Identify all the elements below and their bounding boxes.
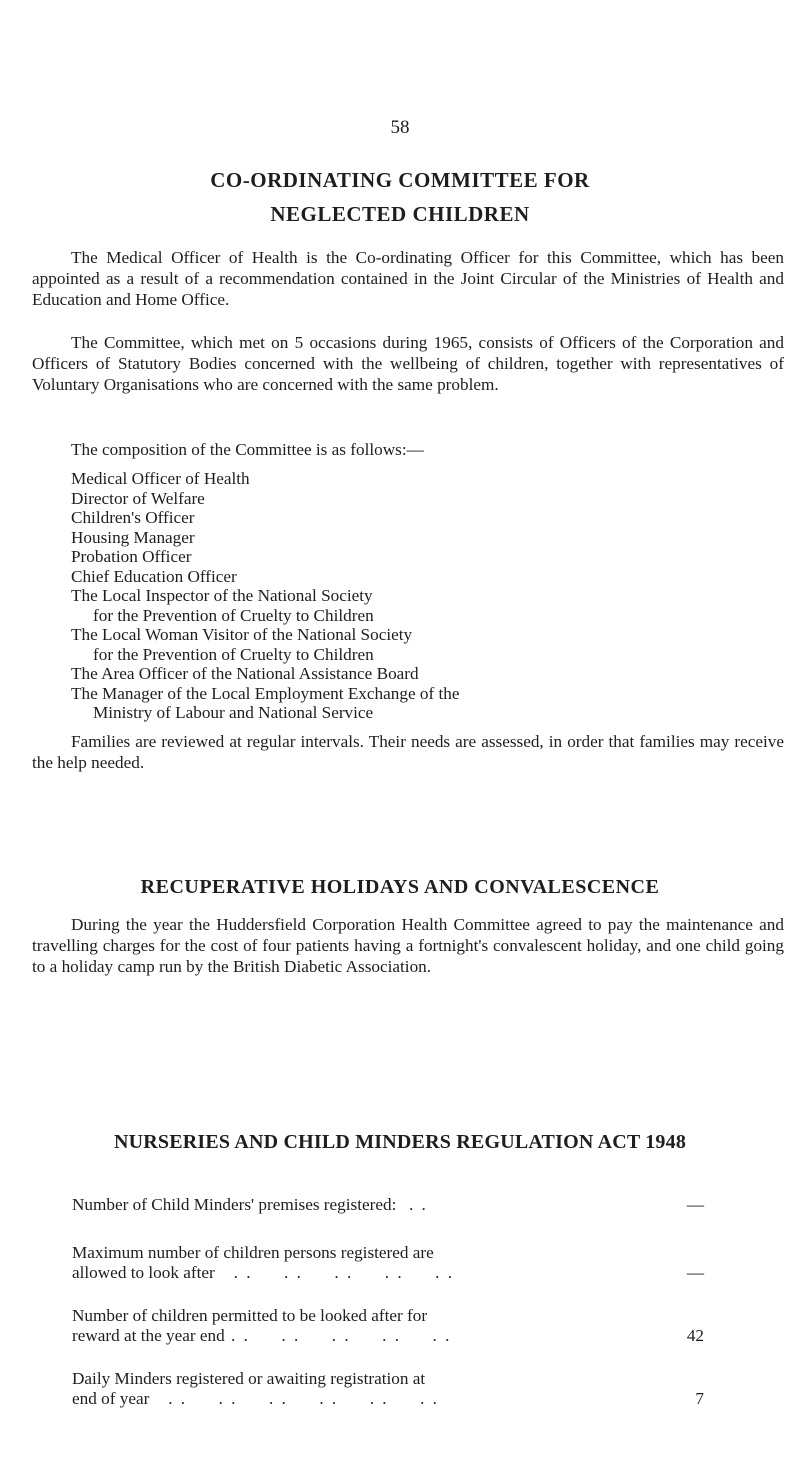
paragraph-composition-intro: The composition of the Committee is as follows:— [71,440,424,459]
paragraph-coordinating-officer: The Medical Officer of Health is the Co-ordinating Officer for this Committee, which has been appointed as a result of a recommendation contained in the Joint Circular of the Ministries of Health and Education and Home Office. [32,248,784,309]
list-item: Director of Welfare [71,488,205,508]
stat-label: Number of children permitted to be looked after for [72,1306,428,1325]
stat-value: 7 [695,1389,704,1408]
stat-label-line2: reward at the year end . . . . . . . . . . [72,1326,452,1345]
list-item-continuation: for the Prevention of Cruelty to Children [93,644,374,664]
page-number: 58 [390,117,410,138]
list-item: Children's Officer [71,508,195,527]
section-title-coordinating-committee [0,163,800,231]
dot-leader: . . [396,1195,428,1214]
stat-label-line2: allowed to look after . . . . . . . . . . [72,1263,454,1282]
section-title-recuperative-holidays: RECUPERATIVE HOLIDAYS AND CONVALESCENCE [140,876,660,898]
list-item: The Area Officer of the National Assistance Board [71,664,419,683]
paragraph-committee-meetings: The Committee, which met on 5 occasions during 1965, consists of Officers of the Corporation and Officers of Statutory Bodies concerned with the wellbeing of children, together with representatives of Voluntary Organisations who are concerned with the same problem. [32,333,784,394]
dot-leader: . . . . . . . . . . [224,1326,452,1345]
list-item: Housing Manager [71,527,195,547]
stat-value: — [686,1263,704,1282]
list-item-continuation: for the Prevention of Cruelty to Children [93,605,374,625]
stat-row-daily-minders [72,1369,704,1409]
stat-label-line2: end of year . . . . . . . . . . . . [72,1389,439,1408]
list-item: Chief Education Officer [71,566,237,586]
list-item: The Manager of the Local Employment Exchange of the [71,683,460,703]
section-title-nurseries-act: NURSERIES AND CHILD MINDERS REGULATION ACT 1948 [113,1131,687,1153]
list-item-continuation: Ministry of Labour and National Service [93,703,374,722]
stat-label: Number of Child Minders' premises registered: . . [72,1195,428,1214]
stat-value: 42 [686,1326,704,1345]
dot-leader: . . . . . . . . . . [214,1263,454,1282]
title-line-1: CO-ORDINATING COMMITTEE FOR [210,168,590,192]
list-item: The Local Woman Visitor of the National Society [71,625,413,644]
stat-label: Daily Minders registered or awaiting registration at [72,1369,426,1388]
stat-label: Maximum number of children persons registered are [72,1243,434,1262]
stat-row-children-permitted [72,1306,704,1346]
stat-value: — [686,1195,704,1214]
list-item: The Local Inspector of the National Society [71,586,373,605]
stat-row-maximum-children [72,1243,704,1283]
list-item: Probation Officer [71,547,192,566]
list-item: Medical Officer of Health [71,469,250,488]
paragraph-families-reviewed: Families are reviewed at regular intervals. Their needs are assessed, in order that families may receive the help needed. [32,732,784,772]
title-line-2: NEGLECTED CHILDREN [270,202,530,226]
committee-member-list [71,469,751,723]
paragraph-recuperative-holidays: During the year the Huddersfield Corporation Health Committee agreed to pay the maintenance and travelling charges for the cost of four patients having a fortnight's convalescent holiday, and one child going to a holiday camp run by the British Diabetic Association. [32,915,784,976]
stat-row-premises-registered [72,1195,704,1215]
child-minders-statistics [72,1195,704,1432]
dot-leader: . . . . . . . . . . . . [149,1389,439,1408]
